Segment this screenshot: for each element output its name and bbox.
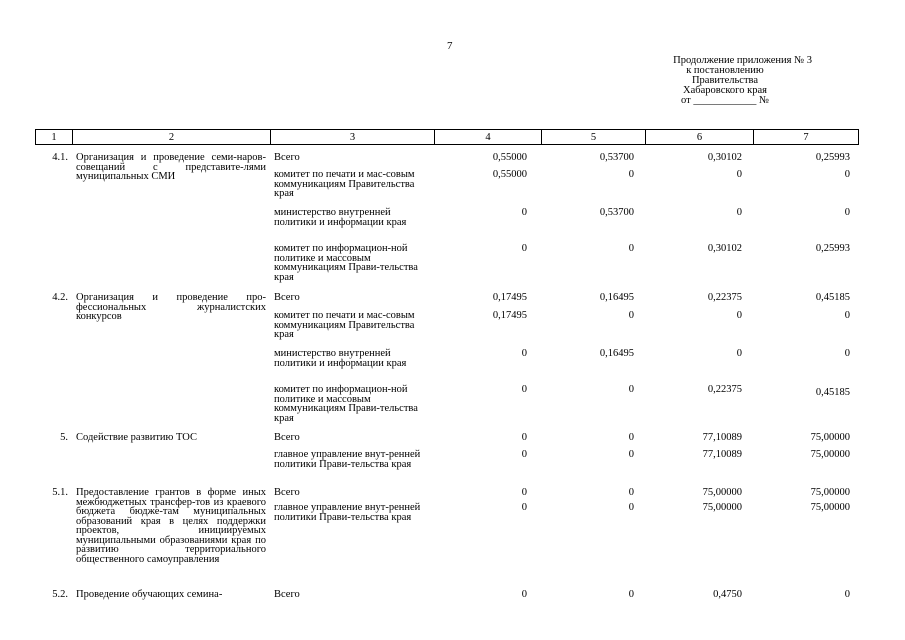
value-col4: 0 [521, 502, 527, 513]
value-col5: 0 [628, 384, 634, 395]
funding-source: министерство внутренней политики и информации края [274, 207, 407, 228]
value-col5: 0,16495 [599, 348, 634, 359]
value-col6: 0,4750 [713, 589, 742, 600]
value-col7: 0 [844, 207, 850, 218]
section-name: Предоставление грантов в форме иных межбюджетных трансфер-тов из краевого бюджета бюдже-там муниципальных образований края в целях поддержки проектов, инициируемых муниципальными образованиями края по развитию территориального общественного самоуправления [76, 487, 266, 565]
funding-source: Всего [274, 432, 300, 443]
value-col6: 0,22375 [707, 384, 742, 395]
value-col6: 0,30102 [707, 152, 742, 163]
funding-source: Всего [274, 589, 300, 600]
value-col5: 0 [628, 487, 634, 498]
value-col5: 0 [628, 449, 634, 460]
value-col5: 0 [628, 502, 634, 513]
value-col5: 0 [628, 169, 634, 180]
section-number: 5.1. [52, 487, 68, 498]
column-header-table [35, 129, 859, 145]
value-col6: 0 [736, 348, 742, 359]
value-col7: 0,45185 [815, 292, 850, 303]
value-col5: 0,16495 [599, 292, 634, 303]
value-col4: 0 [521, 243, 527, 254]
appendix-line: Продолжение приложения № 3 [673, 55, 812, 66]
section-name: Проведение обучающих семина- [76, 589, 223, 600]
value-col5: 0 [628, 310, 634, 321]
appendix-heading [600, 56, 850, 106]
column-header: 5 [542, 130, 646, 145]
value-col5: 0,53700 [599, 207, 634, 218]
value-col4: 0,17495 [492, 310, 527, 321]
column-header: 1 [36, 130, 73, 145]
funding-source: комитет по печати и мас-совым коммуникациям Правительства края [274, 310, 415, 340]
funding-source: Всего [274, 292, 300, 303]
appendix-line: Хабаровского края [683, 85, 767, 96]
column-header: 7 [754, 130, 859, 145]
funding-source: комитет по информацион-ной политике и массовым коммуникациям Прави-тельства края [274, 384, 418, 424]
column-header: 3 [271, 130, 435, 145]
column-header-row [36, 130, 859, 145]
value-col7: 0,25993 [815, 152, 850, 163]
value-col6: 0 [736, 207, 742, 218]
funding-source: главное управление внут-ренней политики Прави-тельства края [274, 449, 421, 470]
value-col6: 0,22375 [707, 292, 742, 303]
value-col5: 0,53700 [599, 152, 634, 163]
value-col7: 0 [844, 310, 850, 321]
value-col4: 0 [521, 432, 527, 443]
funding-source: комитет по информацион-ной политике и массовым коммуникациям Прави-тельства края [274, 243, 418, 283]
appendix-line: Правительства [691, 75, 759, 86]
section-number: 4.1. [52, 152, 68, 163]
funding-source: Всего [274, 487, 300, 498]
section-name: Содействие развитию ТОС [76, 432, 197, 443]
value-col6: 0 [736, 310, 742, 321]
page-number: 7 [447, 40, 453, 52]
column-header: 4 [435, 130, 542, 145]
value-col7: 75,00000 [810, 487, 850, 498]
value-col5: 0 [628, 589, 634, 600]
column-header: 2 [73, 130, 271, 145]
value-col7: 75,00000 [810, 432, 850, 443]
value-col4: 0 [521, 589, 527, 600]
value-col6: 0 [736, 169, 742, 180]
section-name: Организация и проведение семи-наров-совещаний с представите-лями муниципальных СМИ [76, 152, 266, 182]
value-col6: 0,30102 [707, 243, 742, 254]
section-number: 5.2. [52, 589, 68, 600]
value-col6: 77,10089 [702, 449, 742, 460]
funding-source: комитет по печати и мас-совым коммуникациям Правительства края [274, 169, 415, 199]
value-col7: 0,45185 [815, 387, 850, 398]
value-col7: 75,00000 [810, 449, 850, 460]
value-col7: 0 [844, 589, 850, 600]
value-col4: 0,55000 [492, 152, 527, 163]
value-col4: 0 [521, 384, 527, 395]
appendix-line: от ____________ № [681, 95, 769, 106]
funding-source: Всего [274, 152, 300, 163]
value-col7: 0 [844, 348, 850, 359]
appendix-line: к постановлению [686, 65, 764, 76]
value-col6: 75,00000 [702, 502, 742, 513]
value-col6: 77,10089 [702, 432, 742, 443]
value-col5: 0 [628, 243, 634, 254]
value-col4: 0 [521, 487, 527, 498]
value-col4: 0 [521, 348, 527, 359]
funding-source: министерство внутренней политики и информации края [274, 348, 407, 369]
column-header: 6 [646, 130, 754, 145]
funding-source: главное управление внут-ренней политики Прави-тельства края [274, 502, 421, 523]
value-col5: 0 [628, 432, 634, 443]
section-name: Организация и проведение про-фессиональных журналистских конкурсов [76, 292, 266, 322]
value-col4: 0 [521, 207, 527, 218]
value-col4: 0 [521, 449, 527, 460]
value-col6: 75,00000 [702, 487, 742, 498]
value-col7: 0,25993 [815, 243, 850, 254]
value-col4: 0,17495 [492, 292, 527, 303]
value-col4: 0,55000 [492, 169, 527, 180]
section-number: 4.2. [52, 292, 68, 303]
section-number: 5. [60, 432, 68, 443]
value-col7: 0 [844, 169, 850, 180]
value-col7: 75,00000 [810, 502, 850, 513]
